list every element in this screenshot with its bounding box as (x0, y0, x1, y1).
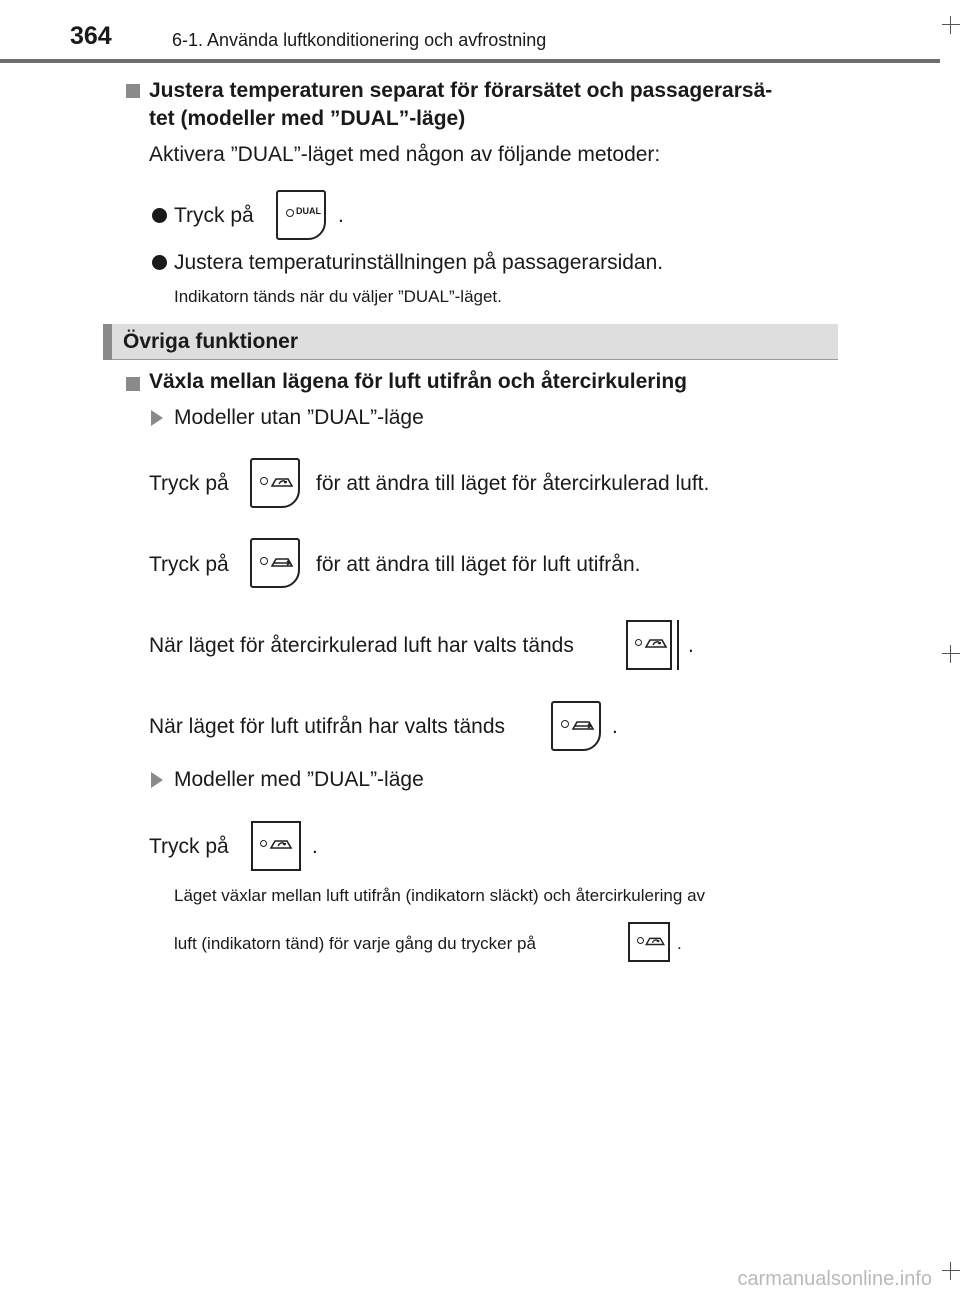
row1-prefix: Tryck på (149, 472, 229, 495)
indicator-light-icon (260, 477, 268, 485)
row2-suffix: för att ändra till läget för luft utifrån. (316, 553, 641, 576)
indicator-frame-edge (677, 620, 679, 670)
recirculation-icon (644, 934, 666, 948)
sub1-title: Modeller utan ”DUAL”-läge (174, 406, 424, 429)
dual-heading-line2: tet (modeller med ”DUAL”-läge) (149, 107, 466, 130)
dual-note-line1: Läget växlar mellan luft utifrån (indikatorn släckt) och återcirkulering av (174, 886, 706, 905)
header-rule (0, 59, 940, 63)
bullet1-end: . (338, 204, 344, 227)
dual-button-label: DUAL (296, 206, 321, 216)
indicator-light-icon (637, 937, 644, 944)
dual-button-icon (276, 190, 326, 240)
recirc-heading: Växla mellan lägena för luft utifrån och återcirkulering (149, 370, 687, 393)
row4-text: När läget för luft utifrån har valts tänds (149, 715, 506, 738)
crop-mark-mid-right (942, 645, 960, 663)
bullet1-text: Tryck på (174, 204, 254, 227)
dual-intro-text: Aktivera ”DUAL”-läget med någon av följande metoder: (149, 143, 661, 166)
row2-prefix: Tryck på (149, 553, 229, 576)
sub-triangle-marker (151, 772, 163, 788)
heading-square-marker (126, 84, 140, 98)
row5-end: . (312, 835, 318, 858)
recirculation-icon (270, 474, 294, 490)
sub-triangle-marker (151, 410, 163, 426)
indicator-light-icon (286, 209, 294, 217)
outside-air-icon (571, 717, 595, 733)
bullet-dot (152, 208, 167, 223)
recirculation-icon (269, 836, 293, 852)
section-bar-accent (103, 324, 112, 360)
dual-heading-line1: Justera temperaturen separat för förarsätet och passagerarsä- (149, 79, 773, 102)
recirculation-indicator-icon (626, 620, 672, 670)
section-title: Övriga funktioner (123, 330, 299, 353)
crop-mark-bottom-right (942, 1262, 960, 1280)
outside-air-button-icon (250, 538, 300, 588)
row5-prefix: Tryck på (149, 835, 229, 858)
recirculation-button-icon (250, 458, 300, 508)
page-number: 364 (70, 22, 112, 50)
indicator-light-icon (260, 840, 267, 847)
row3-text: När läget för återcirkulerad luft har valts tänds (149, 634, 574, 657)
recirculation-button-icon (628, 922, 670, 962)
dual-note: Indikatorn tänds när du väljer ”DUAL”-läget. (174, 287, 502, 306)
section-title-bar (103, 324, 838, 360)
recirculation-icon (644, 635, 668, 651)
outside-air-icon (270, 554, 294, 570)
watermark: carmanualsonline.info (737, 1268, 932, 1290)
heading-square-marker (126, 377, 140, 391)
indicator-light-icon (260, 557, 268, 565)
sub2-title: Modeller med ”DUAL”-läge (174, 768, 424, 791)
dual-note-line2: luft (indikatorn tänd) för varje gång du trycker på (174, 934, 536, 953)
row1-suffix: för att ändra till läget för återcirkulerad luft. (316, 472, 710, 495)
dual-note-end: . (677, 934, 682, 953)
bullet2-text: Justera temperaturinställningen på passagerarsidan. (174, 251, 664, 274)
indicator-light-icon (635, 639, 642, 646)
crop-mark-top-right (942, 16, 960, 34)
outside-air-indicator-icon (551, 701, 601, 751)
bullet-dot (152, 255, 167, 270)
row4-end: . (612, 715, 618, 738)
row3-end: . (688, 634, 694, 657)
indicator-light-icon (561, 720, 569, 728)
recirculation-button-icon (251, 821, 301, 871)
chapter-title: 6-1. Använda luftkonditionering och avfrostning (172, 30, 547, 50)
